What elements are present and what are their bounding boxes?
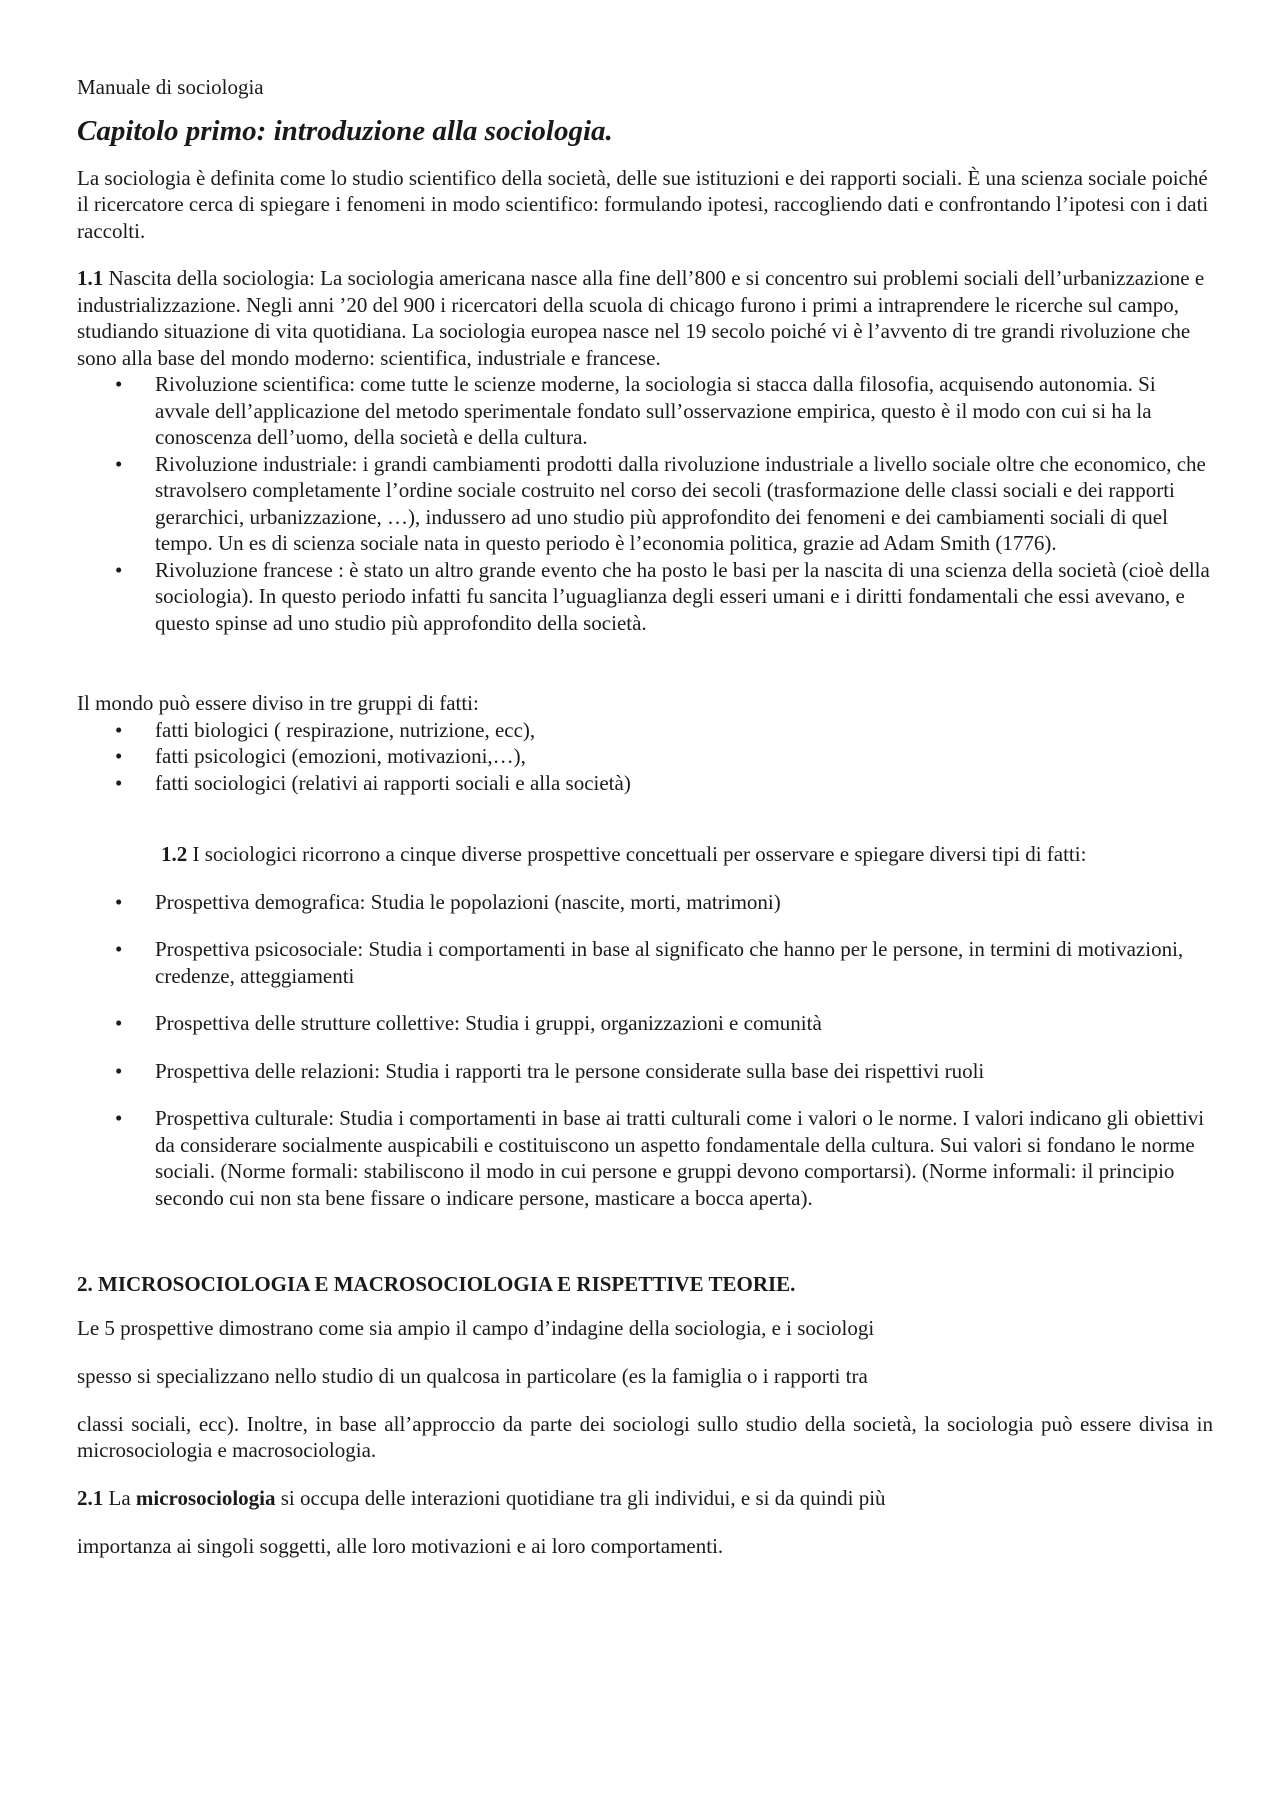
section-2-paragraph: classi sociali, ecc). Inoltre, in base all’approccio da parte dei sociologi sullo studio della società, la sociologia può essere divisa in microsociologia e macrosociologia. (77, 1411, 1213, 1462)
section-2-1-line: importanza ai singoli soggetti, alle loro motivazioni e ai loro comportamenti. (77, 1534, 724, 1558)
section-number: 2.1 (77, 1485, 104, 1510)
section-1-1-paragraph (77, 265, 1213, 371)
list-item: • Rivoluzione francese : è stato un altro grande evento che ha posto le basi per la nascita di una scienza della società (cioè della sociologia). In questo periodo infatti fu sancita l’uguaglianza degli esseri umani e i diritti fondamentali che essi avevano, e questo spinse ad uno studio più approfondito della società. (77, 557, 1213, 637)
section-text: I sociologici ricorrono a cinque diverse prospettive concettuali per osservare e spiegare diversi tipi di fatti: (187, 842, 1087, 866)
list-item: • Prospettiva delle strutture collettive: Studia i gruppi, organizzazioni e comunità (77, 1010, 1213, 1037)
list-item: • Rivoluzione scientifica: come tutte le scienze moderne, la sociologia si stacca dalla filosofia, acquisendo autonomia. Si avvale dell’applicazione del metodo sperimentale fondato sull’osservazione empirica, questo è il modo con cui si ha la conoscenza dell’uomo, della società e della cultura. (77, 371, 1213, 451)
section-number: 1.1 (77, 266, 104, 290)
microsociologia-term: microsociologia (135, 1485, 276, 1510)
list-item: • fatti sociologici (relativi ai rapporti sociali e alla società) (77, 770, 1213, 797)
facts-intro: Il mondo può essere diviso in tre gruppi di fatti: (77, 691, 479, 715)
list-item: • Prospettiva psicosociale: Studia i comportamenti in base al significato che hanno per le persone, in termini di motivazioni, credenze, atteggiamenti (77, 936, 1213, 989)
perspectives-list (77, 889, 1213, 1212)
chapter-title: Capitolo primo: introduzione alla sociologia. (77, 114, 613, 147)
section-1-2-paragraph (77, 841, 1213, 868)
list-item: • Prospettiva demografica: Studia le popolazioni (nascite, morti, matrimoni) (77, 889, 1213, 916)
section-number: 1.2 (161, 842, 188, 866)
section-2-line: spesso si specializzano nello studio di un qualcosa in particolare (es la famiglia o i rapporti tra (77, 1363, 868, 1388)
intro-paragraph: La sociologia è definita come lo studio scientifico della società, delle sue istituzioni e dei rapporti sociali. È una scienza sociale poiché il ricercatore cerca di spiegare i fenomeni in modo scientifico: formulando ipotesi, raccogliendo dati e confrontando l’ipotesi con i dati raccolti. (77, 165, 1209, 243)
section-2-heading: 2. MICROSOCIOLOGIA E MACROSOCIOLOGIA E RISPETTIVE TEORIE. (77, 1272, 796, 1296)
list-item: • Rivoluzione industriale: i grandi cambiamenti prodotti dalla rivoluzione industriale a livello sociale oltre che economico, che stravolsero completamente l’ordine sociale costruito nel corso dei secoli (trasformazione delle classi sociali e dei rapporti gerarchici, urbanizzazione, …), indussero ad uno studio più approfondito dei fenomeni e dei cambiamenti sociali di quel tempo. Un es di scienza sociale nata in questo periodo è l’economia politica, grazie ad Adam Smith (1776). (77, 451, 1213, 557)
section-text: si occupa delle interazioni quotidiane tra gli individui, e si da quindi più (275, 1485, 886, 1510)
section-text: Nascita della sociologia: La sociologia americana nasce alla fine dell’800 e si concentro sui problemi sociali dell’urbanizzazione e industrializzazione. Negli anni ’20 del 900 i ricercatori della scuola di chicago furono i primi a intraprendere le ricerche sul campo, studiando situazione di vita quotidiana. La sociologia europea nasce nel 19 secolo poiché vi è l’avvento di tre grandi rivoluzione che sono alla base del mondo moderno: scientifica, industriale e francese. (77, 266, 1205, 370)
list-item: • Prospettiva delle relazioni: Studia i rapporti tra le persone considerate sulla base dei rispettivi ruoli (77, 1058, 1213, 1085)
section-2-1-paragraph (77, 1485, 1213, 1512)
facts-list (77, 717, 1213, 797)
list-item: • fatti biologici ( respirazione, nutrizione, ecc), (77, 717, 1213, 744)
document-label: Manuale di sociologia (77, 75, 264, 99)
revolutions-list (77, 371, 1213, 636)
section-text: La (103, 1485, 136, 1510)
document-page (77, 74, 1213, 1560)
section-2-line: Le 5 prospettive dimostrano come sia ampio il campo d’indagine della sociologia, e i sociologi (77, 1315, 875, 1340)
list-item: • fatti psicologici (emozioni, motivazioni,…), (77, 743, 1213, 770)
list-item: • Prospettiva culturale: Studia i comportamenti in base ai tratti culturali come i valori o le norme. I valori indicano gli obiettivi da considerare socialmente auspicabili e costituiscono un aspetto fondamentale della cultura. Sui valori si fondano le norme sociali. (Norme formali: stabiliscono il modo in cui persone e gruppi devono comportarsi). (Norme informali: il principio secondo cui non sta bene fissare o indicare persone, masticare a bocca aperta). (77, 1105, 1213, 1211)
